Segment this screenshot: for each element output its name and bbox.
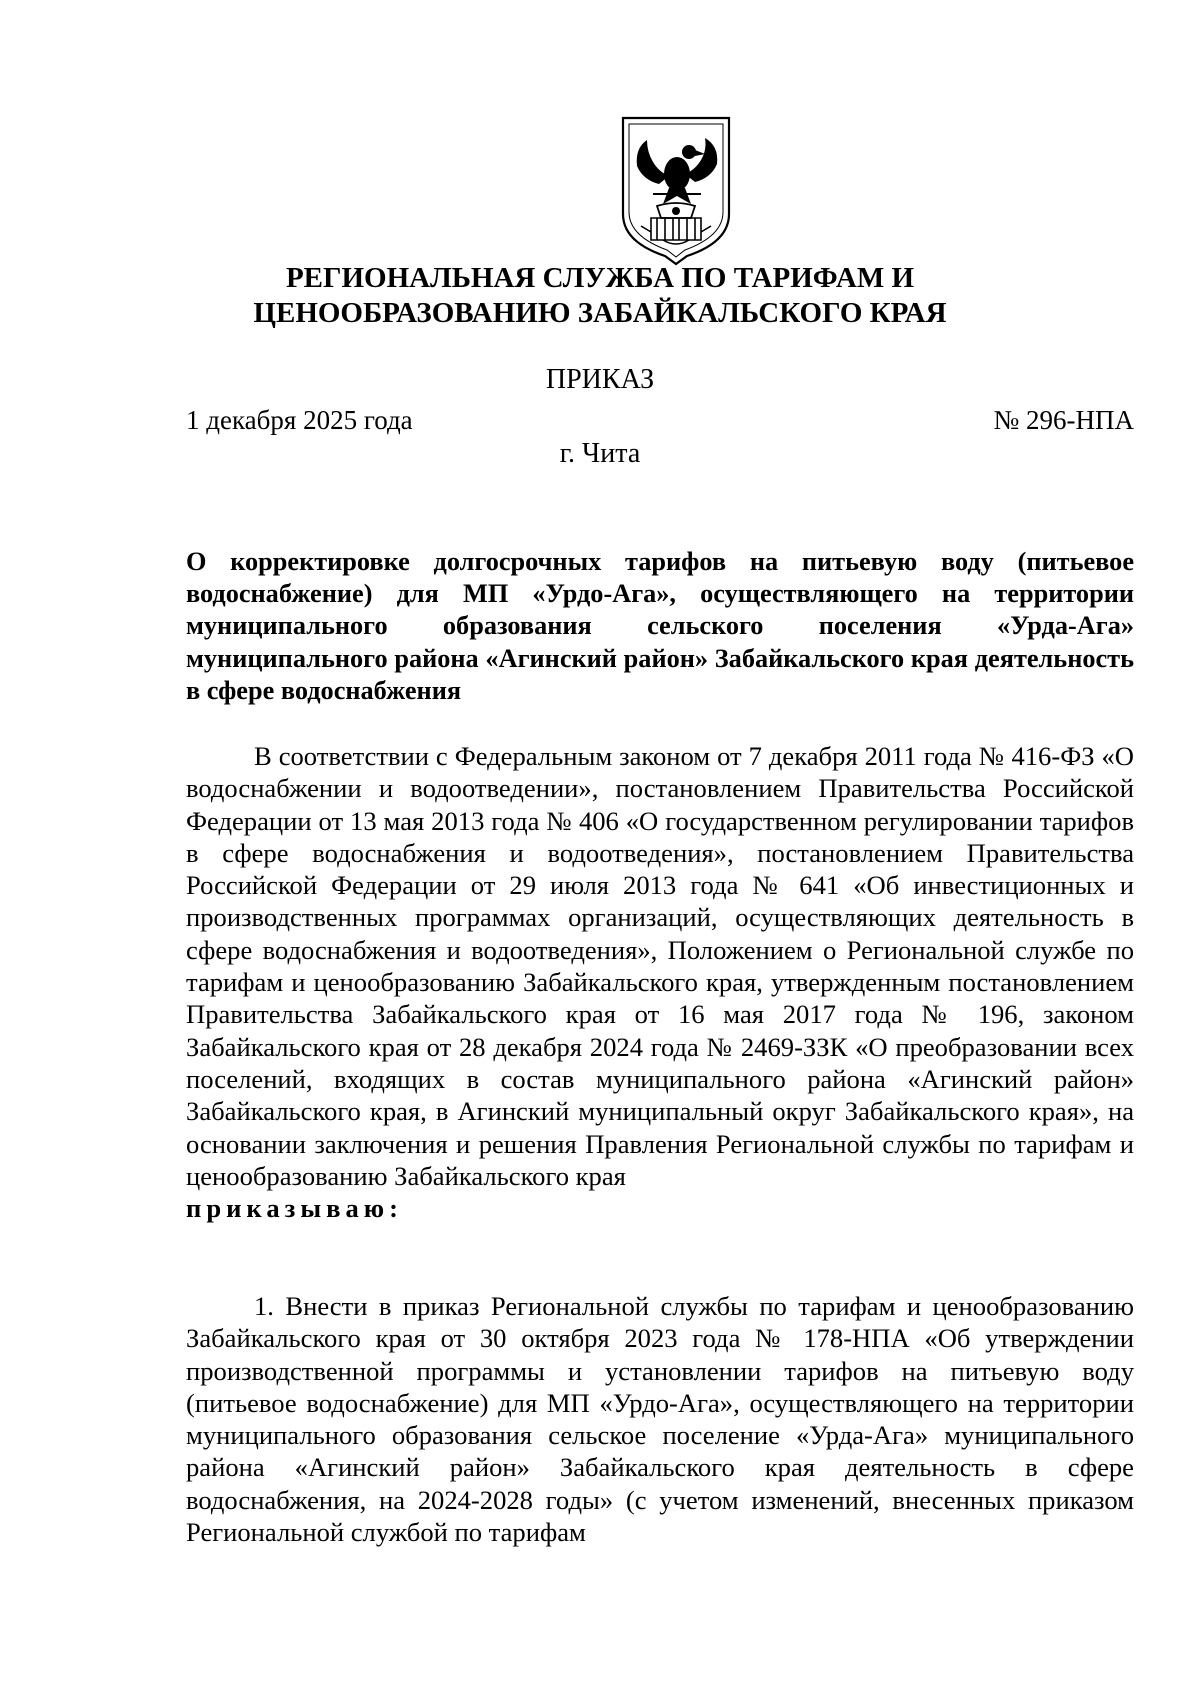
agency-title-line-1: РЕГИОНАЛЬНАЯ СЛУЖБА ПО ТАРИФАМ И xyxy=(285,262,915,294)
coat-of-arms-emblem xyxy=(617,114,735,266)
order-number: № 296-НПА xyxy=(993,405,1134,435)
preamble-text: В соответствии с Федеральным законом от 7 декабря 2011 года № 416-ФЗ «О водоснабжении и водоотведении», постановлением Правительства Российской Федерации от 13 мая 2013 года № 406 «О государственном регулировании тарифов в сфере водоснабжения и водоотведения», постановлением Правительства Российской Федерации от 29 июля 2013 года № 641 «Об инвестиционных и производственных программах организаций, осуществляющих деятельность в сфере водоснабжения и водоотведения», Положением о Региональной службе по тарифам и ценообразованию Забайкальского края, утвержденным постановлением Правительства Забайкальского края от 16 мая 2017 года № 196, законом Забайкальского края от 28 декабря 2024 года № 2469-ЗЗК «О преобразовании всех поселений, входящих в состав муниципального района «Агинский район» Забайкальского края, в Агинский муниципальный округ Забайкальского края», на основании заключения и решения Правления Региональной службы по тарифам и ценообразованию Забайкальского края xyxy=(186,741,1134,1191)
document-type: ПРИКАЗ xyxy=(545,364,655,395)
resolve-word: приказываю: xyxy=(186,1193,403,1224)
preamble-paragraph xyxy=(186,740,1134,1224)
item-1-paragraph: 1. Внести в приказ Региональной службы по тарифам и ценообразованию Забайкальского края от 30 октября 2023 года № 178-НПА «Об утверждении производственной программы и установлении тарифов на питьевую воду (питьевое водоснабжение) для МП «Урдо-Ага», осуществляющего на территории муниципального образования сельское поселение «Урда-Ага» муниципального района «Агинский район» Забайкальского края деятельность в сфере водоснабжения, на 2024-2028 годы» (с учетом изменений, внесенных приказом Региональной службой по тарифам xyxy=(186,1291,1134,1548)
order-city: г. Чита xyxy=(559,438,641,469)
agency-title-line-2: ЦЕНООБРАЗОВАНИЮ ЗАБАЙКАЛЬСКОГО КРАЯ xyxy=(253,297,947,329)
order-date: 1 декабря 2025 года xyxy=(186,405,413,435)
order-subject: О корректировке долгосрочных тарифов на питьевую воду (питьевое водоснабжение) для МП «Урдо-Ага», осуществляющего на территории муниципального образования сельского поселения «Урда-Ага» муниципального района «Агинский район» Забайкальского края деятельность в сфере водоснабжения xyxy=(186,547,1134,705)
